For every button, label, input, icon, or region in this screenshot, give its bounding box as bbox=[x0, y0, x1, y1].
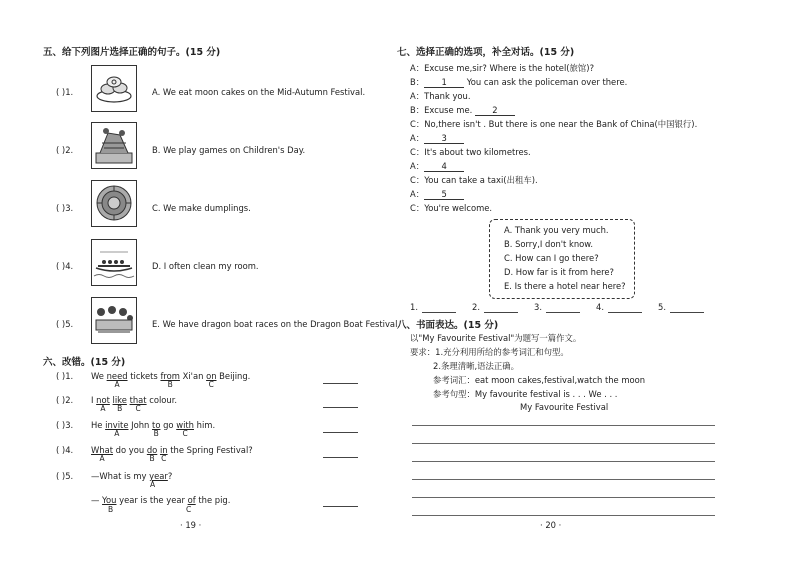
dialogue-blank[interactable]: 1 bbox=[424, 77, 464, 88]
dialogue-line: C：It's about two kilometres. bbox=[410, 147, 531, 157]
q6-3-sentence: He invite John to go with him. bbox=[91, 420, 216, 430]
option-item: A. Thank you very much. bbox=[504, 225, 609, 235]
answer-blank-4[interactable] bbox=[608, 312, 642, 313]
dialogue-line: A：Excuse me,sir? Where is the hotel(旅馆)? bbox=[410, 63, 595, 73]
dialogue-line: C：You're welcome. bbox=[410, 203, 493, 213]
answer-number-5: 5. bbox=[658, 302, 666, 312]
answer-blank-5[interactable] bbox=[670, 312, 704, 313]
section-5-title: 五、给下列图片选择正确的句子。(15 分) bbox=[43, 47, 221, 58]
dialogue-line: C：No,there isn't . But there is one near the Bank of China(中国银行). bbox=[410, 119, 698, 129]
q6-2-label-b: B bbox=[117, 404, 123, 413]
q5-option-sentence: D. I often clean my room. bbox=[152, 261, 259, 271]
writing-line[interactable] bbox=[412, 443, 715, 444]
page-number-right: · 20 · bbox=[540, 520, 562, 530]
q6-1-sentence: We need tickets from Xi'an on Beijing. bbox=[91, 371, 251, 381]
option-item: C. How can I go there? bbox=[504, 253, 599, 263]
writing-line[interactable] bbox=[412, 461, 715, 462]
dialogue-line: A：Thank you. bbox=[410, 91, 471, 101]
answer-line-6-5[interactable] bbox=[323, 506, 358, 507]
dialogue-blank[interactable]: 4 bbox=[424, 161, 464, 172]
q6-1-number: ( )1. bbox=[56, 371, 74, 381]
writing-line[interactable] bbox=[412, 425, 715, 426]
q6-4-sentence: What do you do in the Spring Festival? bbox=[91, 445, 253, 455]
q6-3-label-b: B bbox=[153, 429, 159, 438]
answer-blank-1[interactable] bbox=[422, 312, 456, 313]
q6-4-label-b: B bbox=[149, 454, 155, 463]
dragon-boat-icon bbox=[92, 240, 136, 285]
answer-line-6-2[interactable] bbox=[323, 407, 358, 408]
answer-line-6-3[interactable] bbox=[323, 432, 358, 433]
q6-1-label-b: B bbox=[167, 380, 173, 389]
q5-option-sentence: B. We play games on Children's Day. bbox=[152, 145, 306, 155]
dialogue-line: C：You can take a taxi(出租车). bbox=[410, 175, 538, 185]
q5-1-number: ( )1. bbox=[56, 87, 74, 97]
answer-number-1: 1. bbox=[410, 302, 418, 312]
q5-3-number: ( )3. bbox=[56, 203, 74, 213]
option-item: B. Sorry,I don't know. bbox=[504, 239, 594, 249]
answer-blank-2[interactable] bbox=[484, 312, 518, 313]
q6-4-label-c: C bbox=[161, 454, 167, 463]
q6-2-label-c: C bbox=[135, 404, 141, 413]
essay-title: My Favourite Festival bbox=[520, 402, 609, 412]
q6-2-number: ( )2. bbox=[56, 395, 74, 405]
answer-number-3: 3. bbox=[534, 302, 542, 312]
children-playing-picture bbox=[91, 122, 137, 169]
dialogue-line: A： 3 bbox=[410, 132, 464, 144]
dialogue-blank[interactable]: 5 bbox=[424, 189, 464, 200]
q5-option-sentence: E. We have dragon boat races on the Dragon Boat Festival. bbox=[152, 319, 401, 329]
q6-5-number: ( )5. bbox=[56, 471, 74, 481]
mooncake-pattern-icon bbox=[92, 181, 136, 226]
q6-5-line-a: —What is my year? bbox=[91, 471, 173, 481]
section-6-title: 六、改错。(15 分) bbox=[43, 357, 126, 368]
q5-option-sentence: C. We make dumplings. bbox=[152, 203, 251, 213]
q6-1-label-c: C bbox=[208, 380, 214, 389]
section-8-title: 八、书面表达。(15 分) bbox=[397, 320, 499, 331]
family-dumplings-icon bbox=[92, 298, 136, 343]
reference-pattern: 参考句型：My favourite festival is . . . We . . . bbox=[433, 389, 618, 399]
q6-5-label-c: C bbox=[186, 505, 192, 514]
option-item: E. Is there a hotel near here? bbox=[504, 281, 626, 291]
answer-number-2: 2. bbox=[472, 302, 480, 312]
writing-line[interactable] bbox=[412, 515, 715, 516]
section-7-title: 七、选择正确的选项，补全对话。(15 分) bbox=[397, 47, 575, 58]
requirement-1: 要求：1.充分利用所给的参考词汇和句型。 bbox=[410, 347, 569, 357]
dialogue-line: B：Excuse me. 2 bbox=[410, 104, 515, 116]
answer-number-4: 4. bbox=[596, 302, 604, 312]
family-dumplings-picture bbox=[91, 297, 137, 344]
children-playing-icon bbox=[92, 123, 136, 168]
q6-5-line-b: — You year is the year of the pig. bbox=[91, 495, 231, 505]
page-number-left: · 19 · bbox=[180, 520, 202, 530]
answer-line-6-1[interactable] bbox=[323, 383, 358, 384]
moon-cakes-plate-icon bbox=[92, 66, 136, 111]
dialogue-blank[interactable]: 2 bbox=[475, 105, 515, 116]
q6-2-sentence: I not like that colour. bbox=[91, 395, 178, 405]
q5-2-number: ( )2. bbox=[56, 145, 74, 155]
q6-4-label-a: A bbox=[99, 454, 105, 463]
q5-5-number: ( )5. bbox=[56, 319, 74, 329]
reference-words: 参考词汇：eat moon cakes,festival,watch the moon bbox=[433, 375, 646, 385]
mooncake-pattern-picture bbox=[91, 180, 137, 227]
q6-3-label-c: C bbox=[182, 429, 188, 438]
dialogue-line: A： 5 bbox=[410, 188, 464, 200]
q6-5-label-a: A bbox=[150, 480, 156, 489]
option-item: D. How far is it from here? bbox=[504, 267, 614, 277]
answer-blank-3[interactable] bbox=[546, 312, 580, 313]
dialogue-line: B： 1 You can ask the policeman over there. bbox=[410, 77, 628, 87]
moon-cakes-picture bbox=[91, 65, 137, 112]
dragon-boat-picture bbox=[91, 239, 137, 286]
dialogue-line: A： 4 bbox=[410, 160, 464, 172]
q6-2-label-a: A bbox=[100, 404, 106, 413]
q6-4-number: ( )4. bbox=[56, 445, 74, 455]
q6-1-label-a: A bbox=[114, 380, 120, 389]
q5-4-number: ( )4. bbox=[56, 261, 74, 271]
q6-3-label-a: A bbox=[114, 429, 120, 438]
dialogue-blank[interactable]: 3 bbox=[424, 133, 464, 144]
writing-line[interactable] bbox=[412, 497, 715, 498]
requirement-2: 2.条理清晰,语法正确。 bbox=[433, 361, 520, 371]
q6-3-number: ( )3. bbox=[56, 420, 74, 430]
q6-5-label-b: B bbox=[108, 505, 114, 514]
essay-prompt: 以"My Favourite Festival"为题写一篇作文。 bbox=[410, 333, 582, 343]
q5-option-sentence: A. We eat moon cakes on the Mid-Autumn Festival. bbox=[152, 87, 366, 97]
answer-line-6-4[interactable] bbox=[323, 457, 358, 458]
writing-line[interactable] bbox=[412, 479, 715, 480]
